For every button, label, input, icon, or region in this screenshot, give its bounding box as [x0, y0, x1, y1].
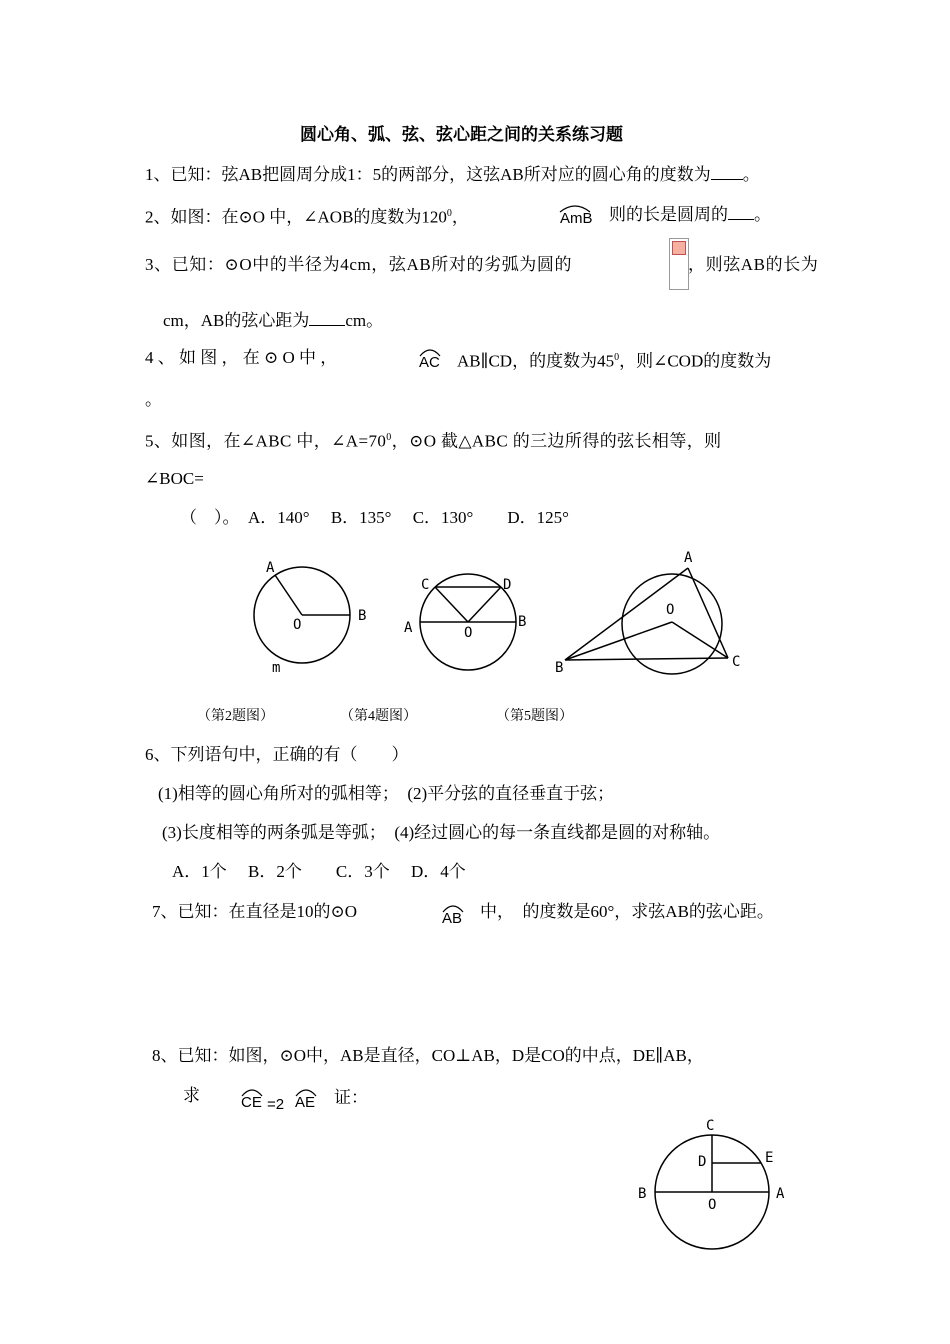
fig4-radius-oc: [435, 587, 468, 622]
fig2-label-a: A: [266, 560, 275, 576]
q7-text-a: 7、已知：在直径是10的⊙O: [152, 902, 358, 921]
fig8-label-b: B: [638, 1186, 647, 1202]
q3-blank: [309, 309, 345, 326]
q1-text: 1、已知：弦AB把圆周分成1：5的两部分，这弦AB所对应的圆心角的度数为: [145, 165, 711, 184]
q7-arc-label: AB: [442, 910, 463, 927]
q5-options: （ ）。 A．140° B．135° C．130° D．125°: [180, 508, 569, 527]
q3-text-d: cm。: [345, 311, 384, 330]
caption-fig2: （第2题图）: [197, 709, 274, 724]
fig4-label-d: D: [503, 577, 512, 593]
question-3: [145, 254, 572, 276]
question-3-b: [688, 254, 818, 276]
figure-2: [254, 560, 366, 676]
fig5-label-a: A: [684, 550, 693, 566]
page-title: 圆心角、弧、弦、弦心距之间的关系练习题: [300, 125, 623, 144]
question-4-b: [457, 347, 771, 373]
fig2-label-b: B: [358, 608, 367, 624]
fig8-label-e: E: [765, 1150, 774, 1166]
figure-5: [555, 550, 740, 676]
figure-8: [630, 1112, 800, 1262]
fig5-label-o: O: [666, 602, 675, 618]
q6-options: A．1个 B．2个 C．3个 D．4个: [172, 862, 466, 881]
q4-end: 。: [145, 390, 162, 409]
q5-text-a: 5、如图，在∠ABC 中，∠A=70: [145, 431, 387, 451]
q3-text-c: cm，AB的弦心距为: [163, 311, 310, 330]
q3-text-a: 3、已知：⊙O中的半径为4cm，弦AB所对的劣弧为圆的: [145, 255, 573, 274]
q1-end: 。: [742, 165, 760, 184]
q4-text-a: 4 、 如 图 ， 在 ⊙ O 中 ，: [145, 348, 338, 367]
question-1: [145, 163, 760, 186]
q2-arc-label: AmB: [560, 210, 593, 227]
question-5: [145, 427, 722, 453]
q5-degree-sup: 0: [386, 432, 392, 443]
q2-text-b: ，: [451, 207, 469, 227]
q6-statement-1-2: (1)相等的圆心角所对的弧相等； (2)平分弦的直径垂直于弦；: [158, 784, 615, 803]
q8-equals: =2: [267, 1096, 285, 1113]
fig8-label-a: A: [776, 1186, 785, 1202]
question-6: 6、下列语句中，正确的有（ ）: [145, 745, 409, 764]
q2-blank: [728, 203, 754, 220]
q8-arc-ae-label: AE: [295, 1094, 316, 1111]
fig4-label-a: A: [404, 620, 413, 636]
q2-end: 。: [754, 205, 771, 224]
q8-text-c: 证：: [334, 1088, 368, 1107]
q4-arc-label: AC: [419, 354, 440, 371]
figures-row: [240, 548, 760, 688]
fig4-label-b: B: [518, 614, 527, 630]
question-7: [152, 901, 357, 923]
fig4-radius-od: [468, 587, 501, 622]
q8-arc-ce-label: CE: [241, 1094, 262, 1111]
q6-statement-3-4: (3)长度相等的两条弧是等弧； (4)经过圆心的每一条直线都是圆的对称轴。: [162, 823, 721, 842]
caption-fig5: （第5题图）: [496, 709, 573, 724]
fig8-label-d: D: [698, 1154, 707, 1170]
q4-text-b: AB∥CD，的度数为45: [457, 351, 615, 371]
q2-text-c: 则的长是圆周的: [609, 205, 728, 224]
q1-blank: [711, 163, 743, 180]
fig2-label-m: m: [272, 660, 281, 676]
fig4-label-c: C: [421, 577, 430, 593]
question-3-c: [163, 309, 383, 332]
question-4: [145, 347, 337, 369]
question-8: 8、已知：如图，⊙O中，AB是直径，CO⊥AB，D是CO的中点，DE∥AB，: [152, 1046, 704, 1065]
fig4-label-o: O: [464, 625, 473, 641]
broken-image-icon: [669, 238, 689, 290]
fig5-label-b: B: [555, 660, 564, 676]
q8-text-b: 求: [183, 1086, 200, 1105]
fig8-label-o: O: [708, 1197, 717, 1213]
q2-text-a: 2、如图：在⊙O 中，∠AOB的度数为120: [145, 207, 447, 227]
caption-fig4: （第4题图）: [340, 709, 417, 724]
fig2-label-o: O: [293, 617, 302, 633]
fig8-label-c: C: [706, 1118, 715, 1134]
question-2-cont: [609, 203, 771, 226]
fig5-seg-ob: [565, 622, 672, 660]
figure-4: [404, 574, 526, 670]
fig5-label-c: C: [732, 654, 741, 670]
question-2: [145, 203, 469, 229]
fig5-side-bc: [565, 658, 728, 660]
q5-text-b: ，⊙O 截△ABC 的三边所得的弦长相等，则: [391, 431, 722, 451]
q4-text-c: ，则∠COD的度数为: [619, 351, 772, 371]
q3-text-b: ，则弦AB的长为: [688, 255, 819, 274]
q2-degree-sup: 0: [446, 208, 452, 219]
fig2-radius-oa: [275, 575, 302, 615]
q7-text-b: 中， 的度数是60°，求弦AB的弦心距。: [480, 902, 774, 921]
q5-text-c: ∠BOC=: [145, 469, 204, 488]
q4-degree-sup: 0: [614, 352, 620, 363]
